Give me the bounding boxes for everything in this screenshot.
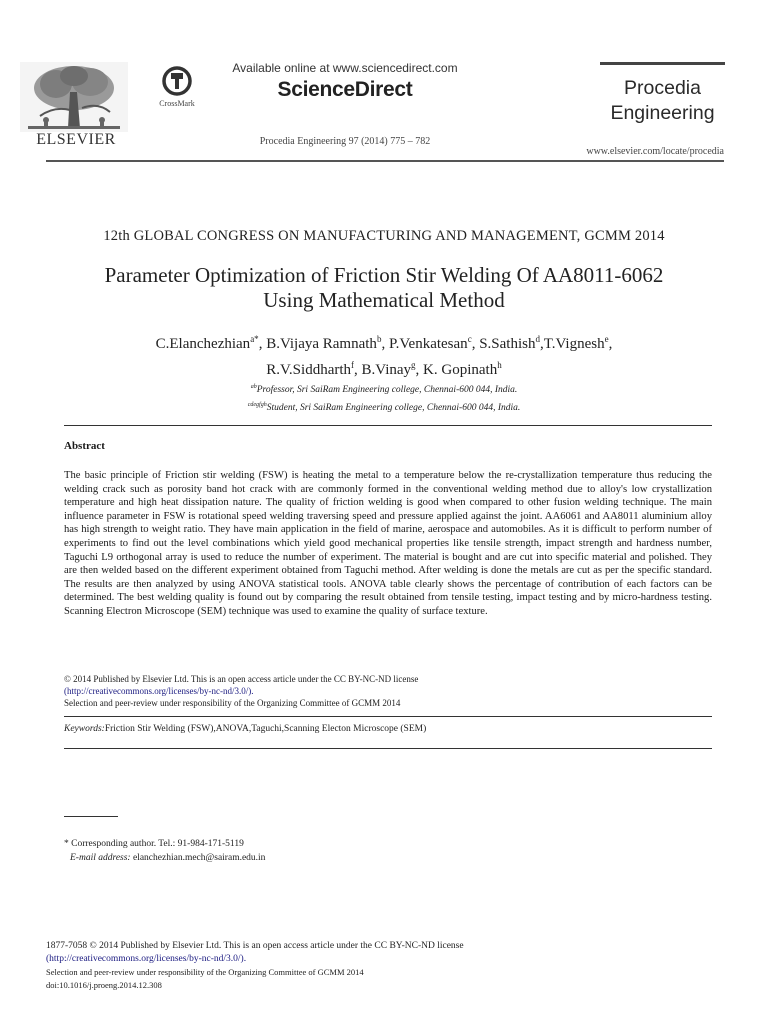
keywords-top-rule <box>64 716 712 717</box>
crossmark-label: CrossMark <box>159 99 195 108</box>
author: P.Venkatesan$^c$, <box>388 334 480 352</box>
abstract-bottom-rule <box>64 748 712 749</box>
footnote-rule <box>64 816 118 817</box>
footer-license-link[interactable]: (http://creativecommons.org/licenses/by-nc-nd/3.0/). <box>46 954 247 964</box>
journal-reference: Procedia Engineering 97 (2014) 775 – 782 <box>259 136 431 147</box>
author: R.V.Siddharth$^f$, <box>266 360 362 378</box>
author: B.Vinay$^g$, <box>361 360 424 378</box>
page-footer: 1877-7058 © 2014 Published by Elsevier Ltd. This is an open access article under the CC BY-NC-ND license (http://creativecommons.org/licenses/by-nc-nd/3.0/). Selection and peer-review under responsibility of the Organizing Committee of GCMM 2014 doi:10.1016/j.proeng.2014.12.308 <box>46 940 726 992</box>
doi[interactable]: doi:10.1016/j.proeng.2014.12.308 <box>46 980 162 990</box>
affiliation: $^{ab}$Professor, Sri SaiRam Engineering college, Chennai-600 044, India. <box>250 384 518 396</box>
journal-url: www.elsevier.com/locate/procedia <box>586 146 724 157</box>
conference-name: 12th GLOBAL CONGRESS ON MANUFACTURING AND MANAGEMENT, GCMM 2014 <box>103 228 665 244</box>
affiliation: $^{cdegfgh}$Student, Sri SaiRam Engineering college, Chennai-600 044, India. <box>247 402 521 414</box>
elsevier-wordmark: ELSEVIER <box>36 131 116 148</box>
author: B.Vijaya Ramnath$^b$, <box>266 334 389 352</box>
author: S.Sathish$^d$, <box>479 334 544 352</box>
abstract-body: The basic principle of Friction stir welding (FSW) is heating the metal to a temperature below the re-crystallization temperature thus reducing the welding crack such as porosity band hot crack with are commonly formed in the conventional welding method due to alloy's low crystallization temperature and high heat dissipation nature. The quality of friction welding is good when compared to other fusion welding technique. The main influence parameter in FSW is rotational speed welding traversing speed and pressure applied against the joint. AA6061 and AA8011 aluminium alloy has high strength to weight ratio. They have main application in the field of marine, aerospace and automobiles. As it is difficult to perform number of experiments to find out the level combinations which yield good mechanical properties like tensile strength, impact strength and hardness number, Taguchi L9 orthogonal array is used to reduce the number of experiment. The material is bought and are cut into specific material and polished. They are then welded based on the different experiment obtained from Taguchi method. After welding is done the metals are cut as per the specific standard. The results are then analyzed by using ANOVA statistical tools. ANOVA table clearly shows the percentage of contribution of each factors can be determined. The best welding quality is found out by comparing the result obtained from tensile testing, impact testing and by micro-hardness testing. Scanning Electron Microscope (SEM) technique was used to examine the quality of surface texture. <box>64 470 712 617</box>
journal-title: Procedia Engineering <box>610 77 715 124</box>
abstract-heading: Abstract <box>64 440 105 452</box>
author: K. Gopinath$^h$ <box>423 360 502 378</box>
license-link[interactable]: (http://creativecommons.org/licenses/by-nc-nd/3.0/). <box>64 686 254 696</box>
author-email[interactable]: elanchezhian.mech@sairam.edu.in <box>132 853 266 863</box>
keywords: Keywords:Friction Stir Welding (FSW),ANOVA,Taguchi,Scanning Electon Microscope (SEM) <box>64 724 427 734</box>
header-divider <box>46 160 724 162</box>
author-list <box>40 329 728 381</box>
affiliations <box>40 380 728 416</box>
license-notice: © 2014 Published by Elsevier Ltd. This is an open access article under the CC BY-NC-ND license (http://creativecommons.org/licenses/by-nc-nd/3.0/). Selection and peer-review under responsibility of the Organizing Committee of GCMM 2014 <box>64 674 419 708</box>
paper-title: Parameter Optimization of Friction Stir Welding Of AA8011-6062 Using Mathematical Method <box>104 263 664 312</box>
abstract-top-rule <box>64 425 712 426</box>
author: T.Vignesh$^e$, <box>543 334 613 352</box>
available-online-text: Available online at www.sciencedirect.com <box>232 61 458 75</box>
journal-title-bar <box>600 62 725 65</box>
sciencedirect-logo: ScienceDirect <box>277 78 413 101</box>
corresponding-author-footnote: * Corresponding author. Tel.: 91-984-171-5119 E-mail address: elanchezhian.mech@sairam.edu.in <box>64 839 266 863</box>
author: C.Elanchezhian$^{a*}$, <box>155 334 267 352</box>
